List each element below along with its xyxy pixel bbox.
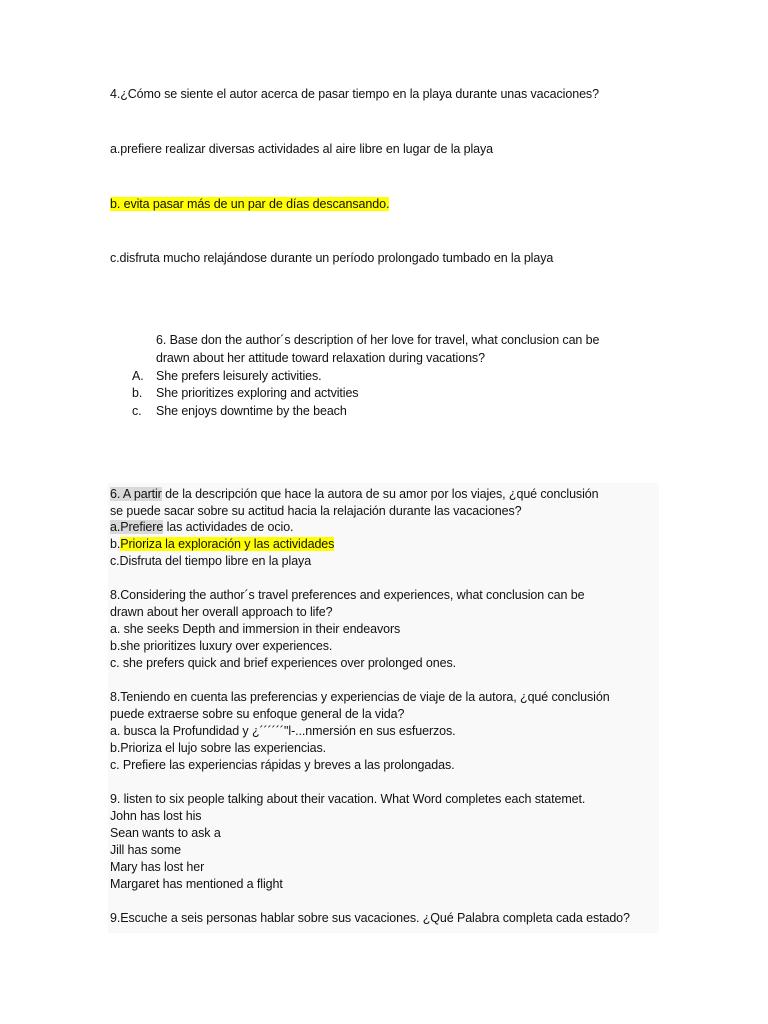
q8-es-option-c: c. Prefiere las experiencias rápidas y breves a las prolongadas. [110, 758, 455, 772]
q9-en-item: Jill has some [110, 843, 181, 857]
q8-en-question-line2: drawn about her overall approach to life? [110, 605, 333, 619]
q8-en-option-b: b.she prioritizes luxury over experiences. [110, 639, 333, 653]
q6-es-option-c: c.Disfruta del tiempo libre en la playa [110, 554, 312, 568]
q6-en-question-line1: 6. Base don the author´s description of her love for travel, what conclusion can be [156, 333, 600, 347]
q4-option-b-highlight: b. evita pasar más de un par de días descansando. [110, 197, 390, 211]
q6-en-option-b: She prioritizes exploring and actvities [156, 386, 359, 400]
q8-es-option-a: a. busca la Profundidad y ¿´´´´´´''l-...nmersión en sus esfuerzos. [110, 724, 456, 738]
q6-en-option-a: She prefers leisurely activities. [156, 369, 322, 383]
q6-es-option-b-highlight: Prioriza la exploración y las actividades [120, 537, 335, 551]
q4-option-c: c.disfruta mucho relajándose durante un período prolongado tumbado en la playa [110, 251, 554, 265]
q9-en-item: John has lost his [110, 809, 202, 823]
q6-en-option-a-marker: A. [132, 369, 144, 383]
q4-question: 4.¿Cómo se siente el autor acerca de pasar tiempo en la playa durante unas vacaciones? [110, 87, 599, 101]
q6-en-question-line2: drawn about her attitude toward relaxation during vacations? [156, 351, 485, 365]
q4-option-b [110, 196, 389, 213]
q8-es-question-line1: 8.Teniendo en cuenta las preferencias y experiencias de viaje de la autora, ¿qué conclusión [110, 690, 610, 704]
q8-en-question-line1: 8.Considering the author´s travel preferences and experiences, what conclusion can be [110, 588, 585, 602]
q9-es-question: 9.Escuche a seis personas hablar sobre sus vacaciones. ¿Qué Palabra completa cada estado? [110, 911, 630, 925]
q6-es-option-a-highlight: a.Prefiere [110, 520, 164, 534]
q9-en-item: Sean wants to ask a [110, 826, 221, 840]
q8-en-option-a: a. she seeks Depth and immersion in their endeavors [110, 622, 401, 636]
q6-es-option-b: b.Prioriza la exploración y las actividades [110, 537, 335, 551]
q6-en-option-c: She enjoys downtime by the beach [156, 404, 347, 418]
q6-en-option-c-marker: c. [132, 404, 142, 418]
q8-en-option-c: c. she prefers quick and brief experiences over prolonged ones. [110, 656, 456, 670]
q6-en-option-b-marker: b. [132, 386, 143, 400]
q6-es-question-line1: 6. A partir de la descripción que hace la autora de su amor por los viajes, ¿qué conclusión [110, 487, 599, 501]
q9-en-item: Margaret has mentioned a flight [110, 877, 283, 891]
q6-es-num-highlight: 6. A [110, 487, 134, 501]
q9-en-item: Mary has lost her [110, 860, 205, 874]
q8-es-option-b: b.Prioriza el lujo sobre las experiencias. [110, 741, 327, 755]
q9-en-question: 9. listen to six people talking about their vacation. What Word completes each statemet. [110, 792, 586, 806]
q6-es-question-line2: se puede sacar sobre su actitud hacia la relajación durante las vacaciones? [110, 504, 522, 518]
q6-es-partir-highlight: partir [133, 487, 162, 501]
q4-option-a: a.prefiere realizar diversas actividades al aire libre en lugar de la playa [110, 142, 493, 156]
q6-es-option-a: a.Prefiere las actividades de ocio. [110, 520, 294, 534]
q8-es-question-line2: puede extraerse sobre su enfoque general de la vida? [110, 707, 405, 721]
